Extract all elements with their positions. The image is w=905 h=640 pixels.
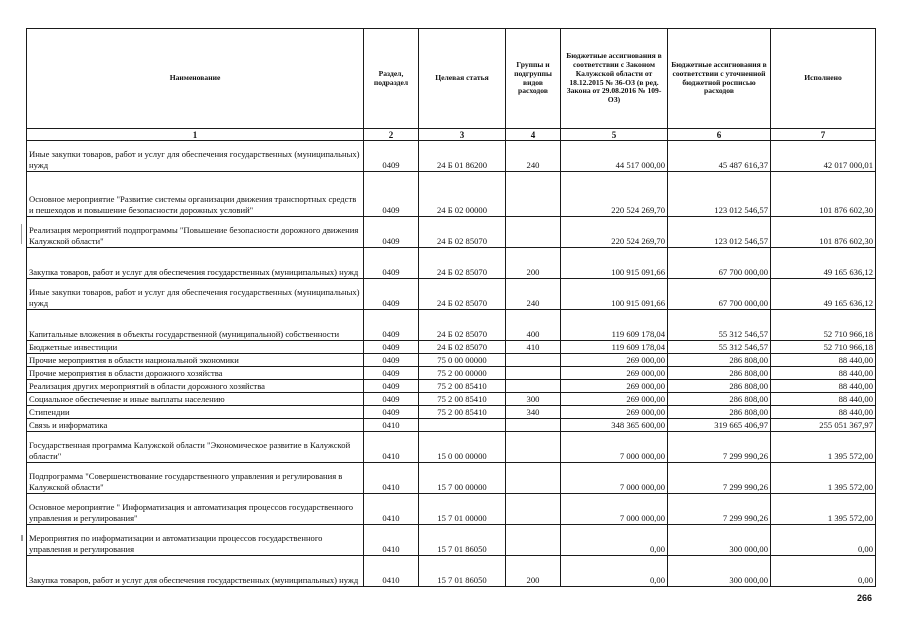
row-refined-amount: 7 299 990,26 bbox=[668, 432, 771, 463]
table-row bbox=[27, 393, 876, 406]
row-expense-group bbox=[506, 380, 561, 393]
row-executed-amount: 49 165 636,12 bbox=[771, 279, 876, 310]
row-name: Связь и информатика bbox=[27, 419, 364, 432]
table-row bbox=[27, 406, 876, 419]
row-section: 0410 bbox=[364, 419, 419, 432]
table-row bbox=[27, 248, 876, 279]
row-target-article: 24 Б 02 85070 bbox=[419, 279, 506, 310]
row-refined-amount: 300 000,00 bbox=[668, 525, 771, 556]
row-section: 0409 bbox=[364, 354, 419, 367]
row-law-amount: 100 915 091,66 bbox=[561, 248, 668, 279]
column-number: 5 bbox=[561, 129, 668, 141]
table-row bbox=[27, 141, 876, 172]
row-section: 0409 bbox=[364, 310, 419, 341]
column-number: 3 bbox=[419, 129, 506, 141]
table-row bbox=[27, 310, 876, 341]
header-section: Раздел, подраздел bbox=[364, 29, 419, 129]
row-name: Бюджетные инвестиции bbox=[27, 341, 364, 354]
row-target-article: 15 7 01 86050 bbox=[419, 556, 506, 587]
row-executed-amount: 101 876 602,30 bbox=[771, 217, 876, 248]
row-expense-group bbox=[506, 172, 561, 217]
budget-execution-table bbox=[26, 28, 876, 587]
row-law-amount: 0,00 bbox=[561, 556, 668, 587]
row-executed-amount: 101 876 602,30 bbox=[771, 172, 876, 217]
row-expense-group: 200 bbox=[506, 248, 561, 279]
row-refined-amount: 123 012 546,57 bbox=[668, 172, 771, 217]
row-section: 0409 bbox=[364, 248, 419, 279]
row-expense-group: 200 bbox=[506, 556, 561, 587]
row-expense-group: 340 bbox=[506, 406, 561, 419]
row-executed-amount: 88 440,00 bbox=[771, 393, 876, 406]
row-target-article: 24 Б 01 86200 bbox=[419, 141, 506, 172]
row-executed-amount: 1 395 572,00 bbox=[771, 494, 876, 525]
row-law-amount: 0,00 bbox=[561, 525, 668, 556]
row-name: Мероприятия по информатизации и автоматизации процессов государственного управления и регулирования bbox=[27, 525, 364, 556]
header-target-article: Целевая статья bbox=[419, 29, 506, 129]
row-refined-amount: 286 808,00 bbox=[668, 393, 771, 406]
row-target-article bbox=[419, 419, 506, 432]
row-name: Основное мероприятие " Информатизация и автоматизация процессов государственного управления и регулирования" bbox=[27, 494, 364, 525]
row-refined-amount: 67 700 000,00 bbox=[668, 279, 771, 310]
row-law-amount: 7 000 000,00 bbox=[561, 463, 668, 494]
row-executed-amount: 1 395 572,00 bbox=[771, 463, 876, 494]
row-name: Основное мероприятие "Развитие системы организации движения транспортных средств и пешеходов и повышение безопасности дорожных условий" bbox=[27, 172, 364, 217]
row-law-amount: 119 609 178,04 bbox=[561, 310, 668, 341]
column-number: 4 bbox=[506, 129, 561, 141]
row-section: 0409 bbox=[364, 406, 419, 419]
column-number: 7 bbox=[771, 129, 876, 141]
row-target-article: 75 2 00 85410 bbox=[419, 406, 506, 419]
row-expense-group bbox=[506, 432, 561, 463]
row-law-amount: 119 609 178,04 bbox=[561, 341, 668, 354]
row-refined-amount: 286 808,00 bbox=[668, 354, 771, 367]
row-expense-group bbox=[506, 463, 561, 494]
row-refined-amount: 67 700 000,00 bbox=[668, 248, 771, 279]
table-row bbox=[27, 494, 876, 525]
row-refined-amount: 286 808,00 bbox=[668, 406, 771, 419]
scan-edge-mark bbox=[21, 535, 23, 541]
row-target-article: 24 Б 02 85070 bbox=[419, 310, 506, 341]
header-executed: Исполнено bbox=[771, 29, 876, 129]
row-expense-group bbox=[506, 354, 561, 367]
row-executed-amount: 0,00 bbox=[771, 556, 876, 587]
row-name: Реализация других мероприятий в области дорожного хозяйства bbox=[27, 380, 364, 393]
row-name: Закупка товаров, работ и услуг для обеспечения государственных (муниципальных) нужд bbox=[27, 556, 364, 587]
table-row bbox=[27, 354, 876, 367]
row-expense-group bbox=[506, 367, 561, 380]
row-law-amount: 44 517 000,00 bbox=[561, 141, 668, 172]
row-target-article: 24 Б 02 85070 bbox=[419, 248, 506, 279]
row-target-article: 15 7 01 00000 bbox=[419, 494, 506, 525]
table-row bbox=[27, 419, 876, 432]
row-name: Социальное обеспечение и иные выплаты населению bbox=[27, 393, 364, 406]
table-row bbox=[27, 556, 876, 587]
table-row bbox=[27, 367, 876, 380]
row-name: Иные закупки товаров, работ и услуг для обеспечения государственных (муниципальных) нужд bbox=[27, 279, 364, 310]
header-name: Наименование bbox=[27, 29, 364, 129]
row-refined-amount: 300 000,00 bbox=[668, 556, 771, 587]
row-law-amount: 269 000,00 bbox=[561, 406, 668, 419]
scan-edge-mark bbox=[21, 224, 22, 244]
row-section: 0409 bbox=[364, 172, 419, 217]
row-refined-amount: 319 665 406,97 bbox=[668, 419, 771, 432]
row-name: Закупка товаров, работ и услуг для обеспечения государственных (муниципальных) нужд bbox=[27, 248, 364, 279]
row-section: 0410 bbox=[364, 463, 419, 494]
row-expense-group: 410 bbox=[506, 341, 561, 354]
row-law-amount: 100 915 091,66 bbox=[561, 279, 668, 310]
row-law-amount: 7 000 000,00 bbox=[561, 432, 668, 463]
row-law-amount: 269 000,00 bbox=[561, 393, 668, 406]
row-executed-amount: 88 440,00 bbox=[771, 354, 876, 367]
row-refined-amount: 123 012 546,57 bbox=[668, 217, 771, 248]
row-executed-amount: 88 440,00 bbox=[771, 406, 876, 419]
row-target-article: 15 7 00 00000 bbox=[419, 463, 506, 494]
table-row bbox=[27, 279, 876, 310]
row-expense-group bbox=[506, 217, 561, 248]
header-expense-group: Группы и подгруппы видов расходов bbox=[506, 29, 561, 129]
row-target-article: 75 2 00 85410 bbox=[419, 380, 506, 393]
row-name: Реализация мероприятий подпрограммы "Повышение безопасности дорожного движения Калужской области" bbox=[27, 217, 364, 248]
row-section: 0409 bbox=[364, 341, 419, 354]
table-row bbox=[27, 525, 876, 556]
header-law-assignments: Бюджетные ассигнования в соответствии с Законом Калужской области от 18.12.2015 № 36-ОЗ (в ред. Закона от 29.08.2016 № 109-ОЗ) bbox=[561, 29, 668, 129]
table-row bbox=[27, 380, 876, 393]
row-section: 0409 bbox=[364, 380, 419, 393]
row-section: 0409 bbox=[364, 279, 419, 310]
row-name: Иные закупки товаров, работ и услуг для обеспечения государственных (муниципальных) нужд bbox=[27, 141, 364, 172]
row-section: 0409 bbox=[364, 217, 419, 248]
row-target-article: 75 0 00 00000 bbox=[419, 354, 506, 367]
row-law-amount: 269 000,00 bbox=[561, 367, 668, 380]
row-executed-amount: 88 440,00 bbox=[771, 367, 876, 380]
row-name: Государственная программа Калужской области "Экономическое развитие в Калужской области" bbox=[27, 432, 364, 463]
row-name: Прочие мероприятия в области дорожного хозяйства bbox=[27, 367, 364, 380]
row-law-amount: 269 000,00 bbox=[561, 354, 668, 367]
row-law-amount: 348 365 600,00 bbox=[561, 419, 668, 432]
table-header-row bbox=[27, 29, 876, 129]
row-section: 0410 bbox=[364, 525, 419, 556]
row-name: Прочие мероприятия в области национальной экономики bbox=[27, 354, 364, 367]
row-refined-amount: 286 808,00 bbox=[668, 380, 771, 393]
row-expense-group bbox=[506, 419, 561, 432]
row-section: 0410 bbox=[364, 556, 419, 587]
row-executed-amount: 52 710 966,18 bbox=[771, 310, 876, 341]
row-section: 0410 bbox=[364, 494, 419, 525]
table-row bbox=[27, 341, 876, 354]
row-executed-amount: 42 017 000,01 bbox=[771, 141, 876, 172]
row-refined-amount: 7 299 990,26 bbox=[668, 463, 771, 494]
row-executed-amount: 1 395 572,00 bbox=[771, 432, 876, 463]
row-refined-amount: 286 808,00 bbox=[668, 367, 771, 380]
row-section: 0410 bbox=[364, 432, 419, 463]
row-name: Стипендии bbox=[27, 406, 364, 419]
row-expense-group: 240 bbox=[506, 279, 561, 310]
row-executed-amount: 0,00 bbox=[771, 525, 876, 556]
column-number: 2 bbox=[364, 129, 419, 141]
column-number: 1 bbox=[27, 129, 364, 141]
row-target-article: 24 Б 02 00000 bbox=[419, 172, 506, 217]
table-row bbox=[27, 217, 876, 248]
row-refined-amount: 45 487 616,37 bbox=[668, 141, 771, 172]
table-row bbox=[27, 463, 876, 494]
row-refined-amount: 55 312 546,57 bbox=[668, 341, 771, 354]
row-expense-group bbox=[506, 494, 561, 525]
row-section: 0409 bbox=[364, 367, 419, 380]
row-target-article: 75 2 00 85410 bbox=[419, 393, 506, 406]
row-name: Капитальные вложения в объекты государственной (муниципальной) собственности bbox=[27, 310, 364, 341]
row-name: Подпрограмма "Совершенствование государственного управления и регулирования в Калужской области" bbox=[27, 463, 364, 494]
row-target-article: 24 Б 02 85070 bbox=[419, 217, 506, 248]
row-law-amount: 7 000 000,00 bbox=[561, 494, 668, 525]
row-expense-group: 300 bbox=[506, 393, 561, 406]
header-refined-assignments: Бюджетные ассигнования в соответствии с уточненной бюджетной росписью расходов bbox=[668, 29, 771, 129]
row-executed-amount: 88 440,00 bbox=[771, 380, 876, 393]
table-row bbox=[27, 172, 876, 217]
row-section: 0409 bbox=[364, 141, 419, 172]
table-row bbox=[27, 432, 876, 463]
row-target-article: 15 0 00 00000 bbox=[419, 432, 506, 463]
column-number-row bbox=[27, 129, 876, 141]
row-expense-group bbox=[506, 525, 561, 556]
row-executed-amount: 255 051 367,97 bbox=[771, 419, 876, 432]
row-executed-amount: 49 165 636,12 bbox=[771, 248, 876, 279]
row-target-article: 75 2 00 00000 bbox=[419, 367, 506, 380]
row-expense-group: 240 bbox=[506, 141, 561, 172]
row-law-amount: 220 524 269,70 bbox=[561, 172, 668, 217]
row-executed-amount: 52 710 966,18 bbox=[771, 341, 876, 354]
row-target-article: 15 7 01 86050 bbox=[419, 525, 506, 556]
row-section: 0409 bbox=[364, 393, 419, 406]
page-number: 266 bbox=[857, 593, 873, 603]
row-target-article: 24 Б 02 85070 bbox=[419, 341, 506, 354]
row-law-amount: 269 000,00 bbox=[561, 380, 668, 393]
row-refined-amount: 55 312 546,57 bbox=[668, 310, 771, 341]
row-refined-amount: 7 299 990,26 bbox=[668, 494, 771, 525]
row-expense-group: 400 bbox=[506, 310, 561, 341]
column-number: 6 bbox=[668, 129, 771, 141]
row-law-amount: 220 524 269,70 bbox=[561, 217, 668, 248]
